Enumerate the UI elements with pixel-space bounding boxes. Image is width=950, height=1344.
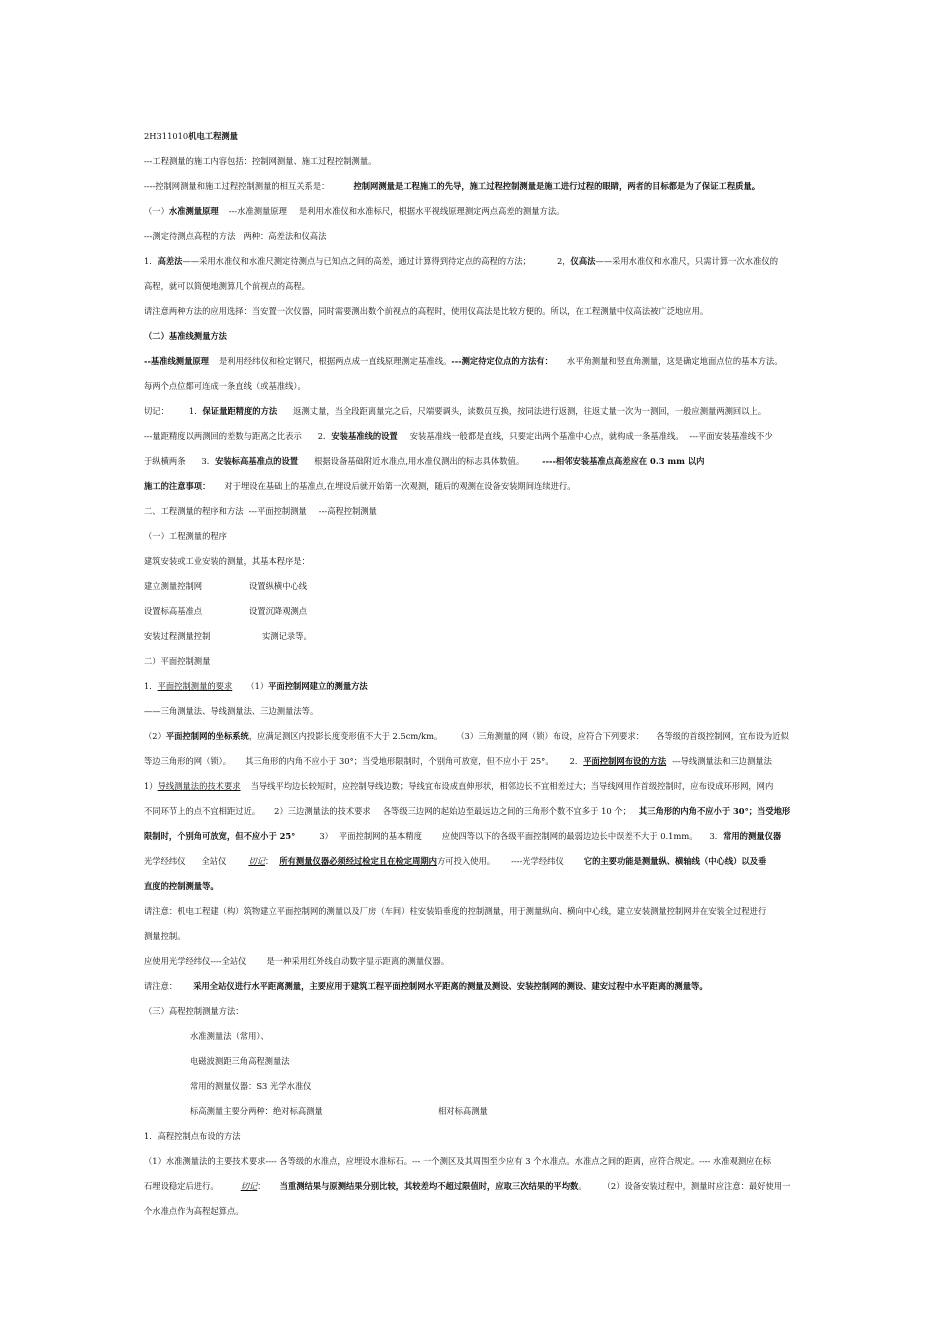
list-item: 标高测量主要分两种：绝对标高测量 相对标高测量 xyxy=(190,1106,488,1116)
paragraph: 请注意：机电工程建（构）筑物建立平面控制网的测量以及厂房（车间）柱安装铅垂度的控制测量，用于测量纵向、横向中心线，建立安装测量控制网并在安装全过程进行 xyxy=(144,906,767,916)
paragraph: 高程，就可以简便地测算几个前视点的高程。 xyxy=(144,281,310,291)
paragraph: （1）水准测量法的主要技术要求---- 各等级的水准点，应埋设水准标石。--- 一个测区及其周围至少应有 3 个水准点。水准点之间的距离，应符合规定。---- 水准观测应在标 xyxy=(144,1156,772,1166)
paragraph: 请注意： 采用全站仪进行水平距离测量，主要应用于建筑工程平面控制网水平距离的测量及测设、安装控制网的测设、建安过程中水平距离的测量等。 xyxy=(144,981,708,991)
paragraph: ---量距精度以两测回的差数与距离之比表示 2．安装基准线的设置 安装基准线一般都是直线，只要定出两个基准中心点，就构成一条基准线。 ---平面安装基准线不少 xyxy=(144,431,773,441)
section-heading: 1．高程控制点布设的方法 xyxy=(144,1131,241,1141)
list-item: 电磁波测距三角高程测量法 xyxy=(190,1056,290,1066)
paragraph: 建筑安装或工业安装的测量，其基本程序是： xyxy=(144,556,310,566)
section-heading: （三）高程控制测量方法： xyxy=(144,1006,244,1016)
list-item: 水准测量法（常用）、 xyxy=(190,1031,269,1041)
paragraph: 1．高差法——采用水准仪和水准尺测定待测点与已知点之间的高差，通过计算得到待定点的高程的方法； 2，仪高法——采用水准仪和水准尺，只需计算一次水准仪的 xyxy=(144,256,778,266)
paragraph: 于纵横两条 3．安装标高基准点的设置 根据设备基础附近水准点,用水准仪测出的标志具体数值。 ----相邻安装基准点高差应在 0.3 mm 以内 xyxy=(144,456,705,466)
section-heading: 2H311010机电工程测量 xyxy=(144,131,238,141)
paragraph: 不同环节上的点不宜相距过近。 2）三边测量法的技术要求 各等级三边网的起始边至最远边之间的三角形个数不宜多于 10 个； 其三角形的内角不应小于 30°；当受地形 xyxy=(144,806,791,816)
list-item: 设置标高基准点 设置沉降观测点 xyxy=(144,606,308,616)
paragraph: 施工的注意事项： 对于埋设在基础上的基准点,在埋设后就开始第一次观测，随后的观测在设备安装期间连续进行。 xyxy=(144,481,576,491)
paragraph: 光学经纬仪 全站仪 切记： 所有测量仪器必须经过检定且在检定周期内方可投入使用。 ----光学经纬仪 它的主要功能是测量纵、横轴线（中心线）以及垂 xyxy=(144,856,767,866)
section-heading: 二）平面控制测量 xyxy=(144,656,211,666)
paragraph: 测量控制。 xyxy=(144,931,186,941)
paragraph: 石埋设稳定后进行。 切记： 当重测结果与原测结果分别比较，其较差均不超过限值时，应取三次结果的平均数。 （2）设备安装过程中，测量时应注意：最好使用一 xyxy=(144,1181,791,1191)
paragraph: ----控制网测量和施工过程控制测量的相互关系是： 控制网测量是工程施工的先导，施工过程控制测量是施工进行过程的眼睛，两者的目标都是为了保证工程质量。 xyxy=(144,181,761,191)
section-heading: 二、工程测量的程序和方法 ---平面控制测量 ---高程控制测量 xyxy=(144,506,377,516)
list-item: 建立测量控制网 设置纵横中心线 xyxy=(144,581,308,591)
paragraph: 切记： 1．保证量距精度的方法 返测丈量，当全段距离量完之后，尺端要调头，读数员互换，按同法进行返测，往返丈量一次为一测回，一般应测量两测回以上。 xyxy=(144,406,767,416)
paragraph: ---工程测量的施工内容包括：控制网测量、施工过程控制测量。 xyxy=(144,156,377,166)
paragraph: 等边三角形的网（锁）。 其三角形的内角不应小于 30°；当受地形限制时，个别角可放宽，但不应小于 25°。 2．平面控制网布设的方法 ---导线测量法和三边测量法 xyxy=(144,756,772,766)
paragraph: 应使用光学经纬仪----全站仪 是一种采用红外线自动数字显示距离的测量仪器。 xyxy=(144,956,450,966)
paragraph: 请注意两种方法的应用选择：当安置一次仪器，同时需要测出数个前视点的高程时，使用仪高法是比较方便的。所以，在工程测量中仪高法被广泛地应用。 xyxy=(144,306,709,316)
paragraph: ——三角测量法、导线测量法、三边测量法等。 xyxy=(144,706,319,716)
paragraph: 1．平面控制测量的要求 （1）平面控制网建立的测量方法 xyxy=(144,681,368,691)
paragraph: （2）平面控制网的坐标系统，应满足测区内投影长度变形值不大于 2.5cm/km。 （3）三角测量的网（锁）布设，应符合下列要求： 各等级的首级控制网，宜布设为近似 xyxy=(144,731,789,741)
section-heading: （一）工程测量的程序 xyxy=(144,531,227,541)
paragraph: ---测定待测点高程的方法 两种：高差法和仪高法 xyxy=(144,231,327,241)
section-heading: （二）基准线测量方法 xyxy=(144,331,227,341)
list-item: 安装过程测量控制 实测记录等。 xyxy=(144,631,312,641)
paragraph: （一）水准测量原理 ---水准测量原理 是利用水准仪和水准标尺，根据水平视线原理测定两点高差的测量方法。 xyxy=(144,206,565,216)
paragraph: 1）导线测量法的技术要求 当导线平均边长较短时，应控制导线边数；导线宜布设成直伸形状，相邻边长不宜相差过大；当导线网用作首级控制时，应布设成环形网，网内 xyxy=(144,781,774,791)
paragraph: 限制时，个别角可放宽，但不应小于 25° 3） 平面控制网的基本精度 应使四等以下的各级平面控制网的最弱边边长中误差不大于 0.1mm。 3．常用的测量仪器 xyxy=(144,831,782,841)
paragraph: 个水准点作为高程起算点。 xyxy=(144,1206,244,1216)
paragraph: 直度的控制测量等。 xyxy=(144,881,219,891)
paragraph: --基准线测量原理 是利用经纬仪和检定钢尺，根据两点成一直线原理测定基准线。---测定待定位点的方法有： 水平角测量和竖直角测量，这是确定地面点位的基本方法。 xyxy=(144,356,783,366)
paragraph: 每两个点位都可连成一条直线（或基准线）。 xyxy=(144,381,306,391)
list-item: 常用的测量仪器：S3 光学水准仪 xyxy=(190,1081,312,1091)
